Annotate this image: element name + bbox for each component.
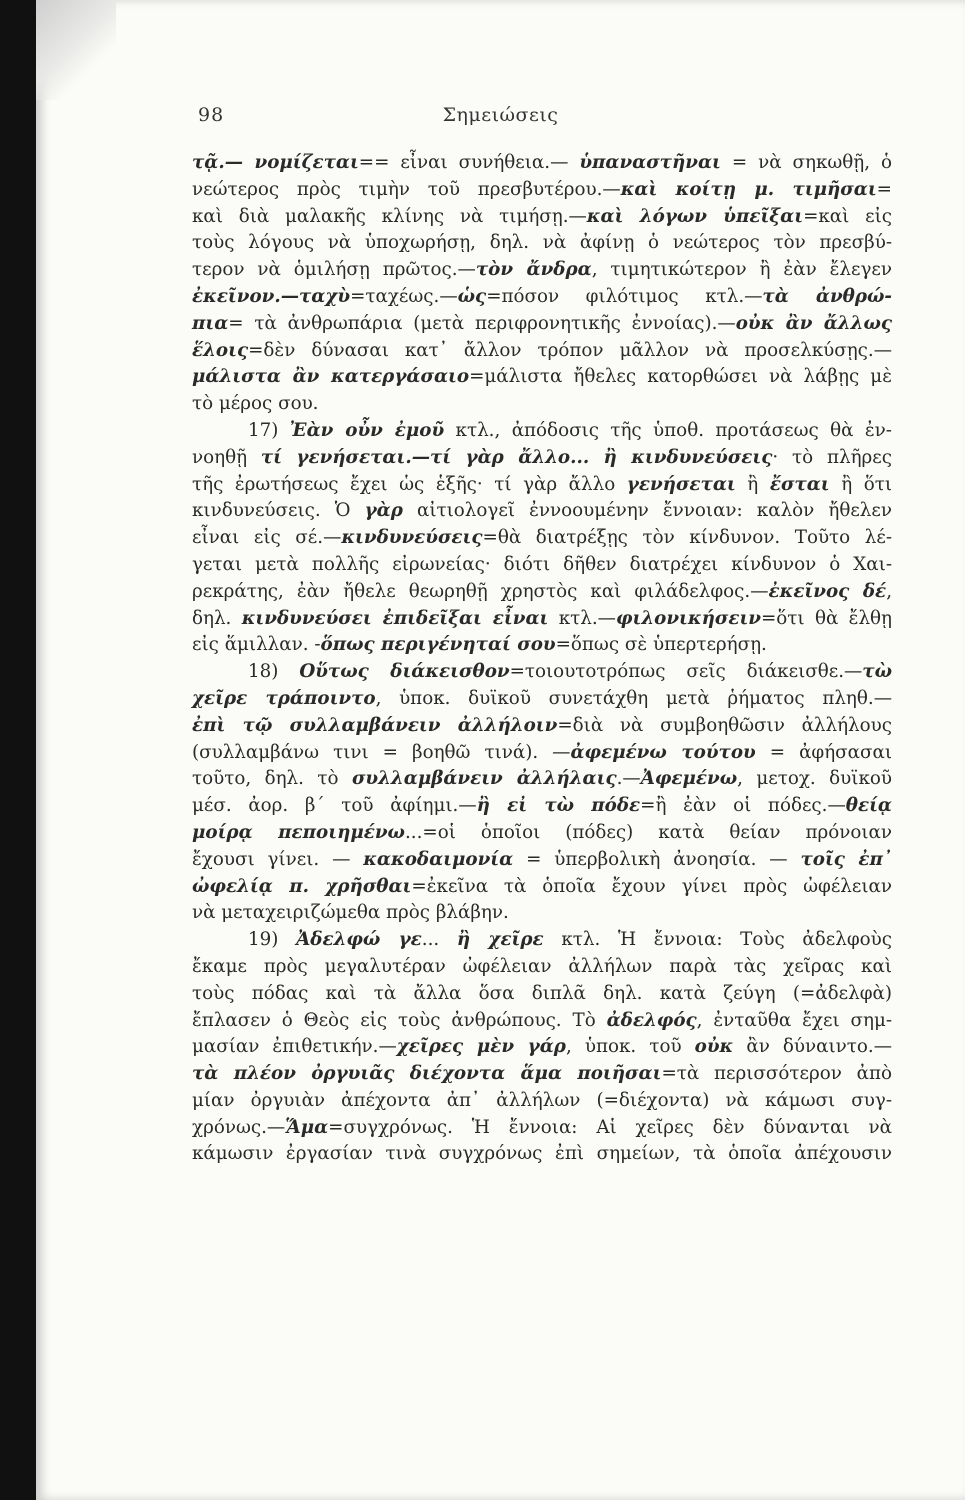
text-line: πια= τὰ ἀνθρωπάρια (μετὰ περιφρονητικῆς ἐννοίας).—οὐκ ἂν ἄλλως [192, 312, 892, 334]
text-line: ἔχουσι γίνει. — κακοδαιμονία = ὑπερβολικὴ ἀνοησία. — τοῖς ἐπ᾽ [192, 848, 892, 870]
text-line: μοίρᾳ πεποιημένω...=οἱ ὁποῖοι (πόδες) κατὰ θείαν πρόνοιαν [192, 821, 892, 843]
text-line: ἔκαμε πρὸς μεγαλυτέραν ὠφέλειαν ἀλλήλων παρὰ τὰς χεῖρας καὶ [192, 955, 892, 977]
text-line: ἐπὶ τῷ συλλαμβάνειν ἀλλήλοιν=διὰ νὰ συμβοηθῶσιν ἀλλήλους [192, 714, 892, 736]
page-header [36, 104, 965, 134]
scan-border [0, 0, 40, 1500]
text-line: νὰ μεταχειριζώμεθα πρὸς βλάβην. [192, 902, 509, 924]
text-line: τοῦτο, δηλ. τὸ συλλαμβάνειν ἀλλήλαις.—Ἀφεμένω, μετοχ. δυϊκοῦ [192, 768, 892, 790]
text-line: τοὺς λόγους νὰ ὑποχωρήσῃ, δηλ. νὰ ἀφίνῃ ὁ νεώτερος τὸν πρεσβύ- [192, 232, 892, 254]
text-line: εἰς ἅμιλλαν. -ὅπως περιγένηταί σου=ὅπως σὲ ὑπερτερήσῃ. [192, 634, 767, 656]
text-line: ἔπλασεν ὁ Θεὸς εἰς τοὺς ἀνθρώπους. Τὸ ἀδελφός, ἐνταῦθα ἔχει σημ- [192, 1009, 893, 1031]
text-line: ἕλοις=δὲν δύνασαι κατ᾽ ἄλλον τρόπον μᾶλλον νὰ προσελκύσῃς.— [192, 339, 892, 361]
text-line: χεῖρε τράποιντο, ὑποκ. δυϊκοῦ συνετάχθη μετὰ ῥήματος πληθ.— [192, 687, 892, 709]
text-line: (συλλαμβάνω τινι = βοηθῶ τινά). —ἀφεμένω τούτου = ἀφήσασαι [192, 741, 892, 763]
text-line: 18) Οὕτως διάκεισθον=τοιουτοτρόπως σεῖς διάκεισθε.—τὼ [248, 661, 892, 683]
text-line: τὰ πλέον ὀργυιᾶς διέχοντα ἅμα ποιῆσαι=τὰ περισσότερον ἀπὸ [192, 1063, 892, 1085]
text-line: 19) Ἀδελφώ γε... ἢ χεῖρε κτλ. Ἡ ἔννοια: Τοὺς ἀδελφοὺς [248, 929, 892, 951]
text-line: ὠφελίᾳ π. χρῆσθαι=ἐκεῖνα τὰ ὁποῖα ἔχουν γίνει πρὸς ὠφέλειαν [192, 875, 892, 897]
text-line: νεώτερος πρὸς τιμὴν τοῦ πρεσβυτέρου.—καὶ κοίτῃ μ. τιμῆσαι= [192, 178, 892, 200]
text-line: χρόνως.—Ἅμα=συγχρόνως. Ἡ ἔννοια: Αἱ χεῖρες δὲν δύνανται νὰ [192, 1116, 892, 1138]
text-line: καὶ διὰ μαλακῆς κλίνης νὰ τιμήσῃ.—καὶ λόγων ὑπεῖξαι=καὶ εἰς [192, 205, 892, 227]
text-line: ἐκεῖνον.—ταχὺ=ταχέως.—ὡς=πόσον φιλότιμος κτλ.—τὰ ἀνθρώ- [192, 285, 892, 307]
text-line: μέσ. ἀορ. β΄ τοῦ ἀφίημι.—ἢ εἰ τὼ πόδε=ἢ ἐὰν οἱ πόδες.—θείᾳ [192, 795, 892, 817]
text-line: μίαν ὀργυιὰν ἀπέχοντα ἀπ᾽ ἀλλήλων (=διέχοντα) νὰ κάμωσι συγ- [192, 1089, 892, 1111]
text-line: μασίαν ἐπιθετικήν.—χεῖρες μὲν γάρ, ὑποκ. τοῦ οὐκ ἂν δύναιντο.— [192, 1036, 892, 1058]
text-line: τοὺς πόδας καὶ τὰ ἄλλα ὅσα διπλᾶ δηλ. κατὰ ζεύγη (=ἀδελφὰ) [192, 982, 892, 1004]
text-line: νοηθῇ τί γενήσεται.—τί γὰρ ἄλλο... ἢ κινδυνεύσεις· τὸ πλῆρες [192, 446, 892, 468]
text-line: κινδυνεύσεις. Ὁ γὰρ αἰτιολογεῖ ἐννοουμένην ἔννοιαν: καλὸν ἤθελεν [192, 500, 892, 522]
text-line: τῆς ἐρωτήσεως ἔχει ὡς ἑξῆς· τί γὰρ ἄλλο γενήσεται ἢ ἔσται ἢ ὅτι [192, 473, 892, 495]
page-number: 98 [198, 104, 225, 126]
text-line: τὸ μέρος σου. [192, 393, 319, 415]
text-line: γεται μετὰ πολλῆς εἰρωνείας· διότι δῆθεν διατρέχει κίνδυνον ὁ Χαι- [192, 553, 892, 575]
text-line: τᾷ.— νομίζεται== εἶναι συνήθεια.— ὑπαναστῆναι = νὰ σηκωθῇ, ὁ [192, 152, 893, 173]
text-line: εἶναι εἰς σέ.—κινδυνεύσεις=θὰ διατρέξῃς τὸν κίνδυνον. Τοῦτο λέ- [192, 527, 893, 549]
text-line: 17) Ἐὰν οὖν ἐμοῦ κτλ., ἀπόδοσις τῆς ὑποθ. προτάσεως θὰ ἐν- [248, 419, 892, 441]
running-title: Σημειώσεις [442, 104, 559, 126]
text-line: τερον νὰ ὁμιλήσῃ πρῶτος.—τὸν ἄνδρα, τιμητικώτερον ἢ ἐὰν ἔλεγεν [192, 259, 892, 281]
folded-corner [36, 0, 116, 100]
text-line: κάμωσιν ἐργασίαν τινὰ συγχρόνως ἐπὶ σημείων, τὰ ὁποῖα ἀπέχουσιν [192, 1143, 892, 1165]
text-line: ρεκράτης, ἐὰν ἤθελε θεωρηθῇ χρηστὸς καὶ φιλάδελφος.—ἐκεῖνος δέ, [192, 580, 892, 602]
notes-text [192, 150, 892, 1168]
text-line: δηλ. κινδυνεύσει ἐπιδεῖξαι εἶναι κτλ.—φιλονικήσειν=ὅτι θὰ ἔλθῃ [192, 607, 893, 629]
text-line: μάλιστα ἂν κατεργάσαιο=μάλιστα ἤθελες κατορθώσει νὰ λάβῃς μὲ [192, 366, 893, 388]
book-page [36, 0, 965, 1500]
